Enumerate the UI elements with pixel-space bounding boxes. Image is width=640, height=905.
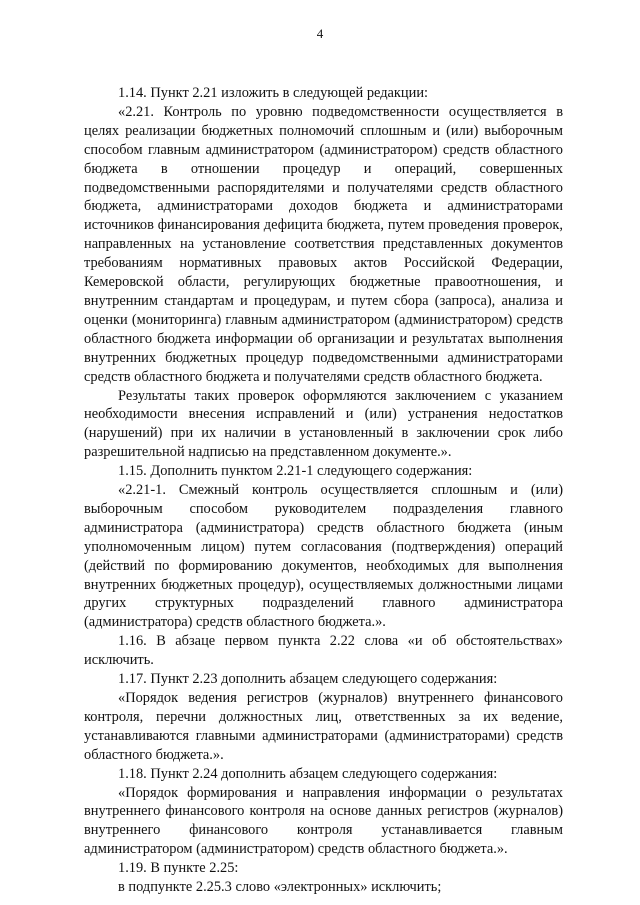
paragraph-2-21-text: «2.21. Контроль по уровню подведомственности осуществляется в целях реализации бюджетных полномочий сплошным и (или) выборочным способом главным администратором (администратором) средств областного бюджета в отношении процедур и операций, совершенных подведомственными распорядителями и получателями средств областного бюджета, администраторами доходов бюджета и администраторами источников финансирования дефицита бюджета, путем проведения проверок, направленных на установление соответствия представленных документов требованиям нормативных правовых актов Российской Федерации, Кемеровской области, регулирующих бюджетные правоотношения, и внутренним стандартам и процедурам, и путем сбора (запроса), анализа и оценки (мониторинга) главным администратором (администратором) средств областного бюджета информации об организации и результатах выполнения внутренних бюджетных процедур подведомственными администраторами средств областного бюджета и получателями средств областного бюджета. (84, 103, 563, 385)
paragraph-1-14-heading: 1.14. Пункт 2.21 изложить в следующей редакции: (118, 85, 429, 101)
paragraph-1-16-text: 1.16. В абзаце первом пункта 2.22 слова «и об обстоятельствах» исключить. (84, 633, 563, 669)
paragraph-2-21-1-text: «2.21-1. Смежный контроль осуществляется сплошным и (или) выборочным способом руководителем подразделения главного администратора (администратора) средств областного бюджета (иным уполномоченным лицом) путем согласования (подтверждения) операций (действий по формированию документов, необходимых для выполнения внутренних бюджетных процедур), осуществляемых должностными лицами других структурных подразделений главного администратора (администратора) средств областного бюджета.». (84, 482, 563, 631)
page-number: 4 (316, 26, 324, 41)
paragraph-1-17-heading: 1.17. Пункт 2.23 дополнить абзацем следующего содержания: (118, 671, 498, 688)
paragraph-results-text: Результаты таких проверок оформляются заключением с указанием необходимости внесения исправлений и (или) устранения недостатков (нарушений) при их наличии в установленный в заключении срок либо разрешительной надписью на представленном документе.». (84, 387, 563, 461)
paragraph-information-text: «Порядок формирования и направления информации о результатах внутреннего финансового контроля на основе данных регистров (журналов) внутреннего финансового контроля устанавливается главным администратором (администратором) средств областного бюджета.». (84, 784, 563, 858)
paragraph-registers-text: «Порядок ведения регистров (журналов) внутреннего финансового контроля, перечни должностных лиц, ответственных за их ведение, устанавливаются главными администраторами (администраторами) средств областного бюджета.». (84, 690, 563, 763)
paragraph-1-15-heading: 1.15. Дополнить пунктом 2.21-1 следующего содержания: (118, 463, 473, 480)
paragraph-2-25-3-text: в подпункте 2.25.3 слово «электронных» исключить; (118, 879, 442, 896)
document-body (84, 84, 563, 897)
paragraph-1-19-heading: 1.19. В пункте 2.25: (118, 860, 239, 877)
paragraph-1-18-heading: 1.18. Пункт 2.24 дополнить абзацем следующего содержания: (118, 765, 498, 782)
